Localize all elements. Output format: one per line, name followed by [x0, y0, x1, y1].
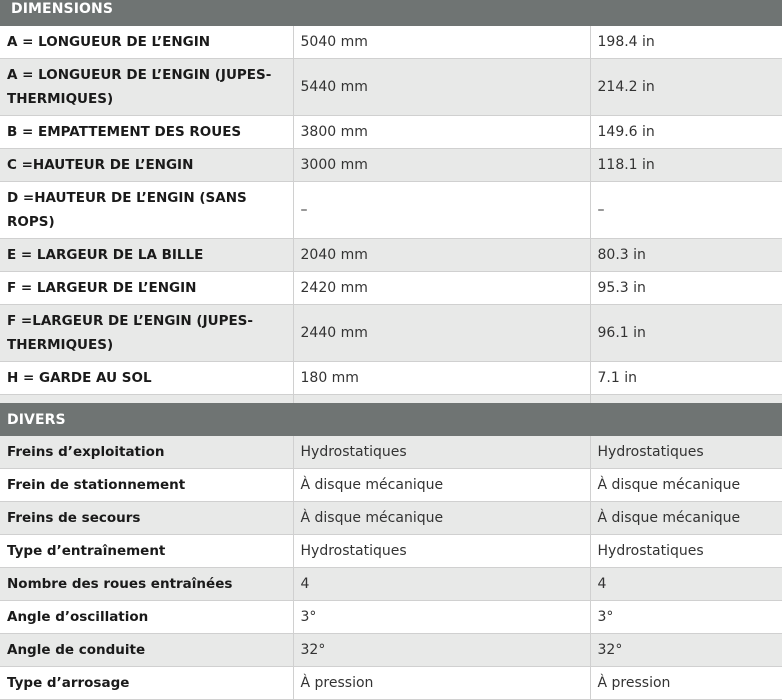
metric-value: 3° [293, 601, 590, 634]
imperial-value: 95.3 in [590, 272, 782, 305]
section-title: DIMENSIONS [0, 0, 782, 26]
imperial-value: – [590, 182, 782, 239]
imperial-value: 214.2 in [590, 59, 782, 116]
table-row [0, 601, 782, 634]
row-label: Angle d’oscillation [0, 601, 293, 634]
metric-value: À disque mécanique [293, 502, 590, 535]
metric-value: 3800 mm [293, 116, 590, 149]
table-row [0, 362, 782, 395]
metric-value: 2440 mm [293, 305, 590, 362]
row-label: Type d’entraînement [0, 535, 293, 568]
row-label: F =LARGEUR DE L’ENGIN (JUPES-THERMIQUES) [0, 305, 293, 362]
row-label: B = EMPATTEMENT DES ROUES [0, 116, 293, 149]
row-label: Type d’arrosage [0, 667, 293, 700]
table-row [0, 634, 782, 667]
metric-value: À pression [293, 667, 590, 700]
imperial-value: 7.1 in [590, 362, 782, 395]
row-label: Freins de secours [0, 502, 293, 535]
imperial-value: 4 [590, 568, 782, 601]
table-row [0, 436, 782, 469]
table-row [0, 667, 782, 700]
spacer-cell [293, 395, 590, 404]
row-label: Frein de stationnement [0, 469, 293, 502]
table-row [0, 272, 782, 305]
metric-value: 3000 mm [293, 149, 590, 182]
row-label: E = LARGEUR DE LA BILLE [0, 239, 293, 272]
table-row [0, 239, 782, 272]
table-row [0, 182, 782, 239]
metric-value: 180 mm [293, 362, 590, 395]
row-label: H = GARDE AU SOL [0, 362, 293, 395]
row-label: F = LARGEUR DE L’ENGIN [0, 272, 293, 305]
metric-value: À disque mécanique [293, 469, 590, 502]
row-label: Nombre des roues entraînées [0, 568, 293, 601]
metric-value: 4 [293, 568, 590, 601]
metric-value: 2420 mm [293, 272, 590, 305]
table-row [0, 116, 782, 149]
imperial-value: 118.1 in [590, 149, 782, 182]
imperial-value: 32° [590, 634, 782, 667]
metric-value: Hydrostatiques [293, 436, 590, 469]
row-label: Angle de conduite [0, 634, 293, 667]
spacer-row [0, 395, 782, 404]
metric-value: 5040 mm [293, 26, 590, 59]
section-header-divers [0, 403, 782, 436]
imperial-value: 80.3 in [590, 239, 782, 272]
row-label: D =HAUTEUR DE L’ENGIN (SANS ROPS) [0, 182, 293, 239]
spacer-cell [0, 395, 293, 404]
metric-value: – [293, 182, 590, 239]
table-row [0, 149, 782, 182]
table-row [0, 535, 782, 568]
imperial-value: À pression [590, 667, 782, 700]
metric-value: 32° [293, 634, 590, 667]
metric-value: Hydrostatiques [293, 535, 590, 568]
imperial-value: À disque mécanique [590, 469, 782, 502]
row-label: A = LONGUEUR DE L’ENGIN (JUPES-THERMIQUES) [0, 59, 293, 116]
imperial-value: Hydrostatiques [590, 535, 782, 568]
row-label: C =HAUTEUR DE L’ENGIN [0, 149, 293, 182]
table-row [0, 59, 782, 116]
imperial-value: 198.4 in [590, 26, 782, 59]
imperial-value: 96.1 in [590, 305, 782, 362]
imperial-value: À disque mécanique [590, 502, 782, 535]
row-label: A = LONGUEUR DE L’ENGIN [0, 26, 293, 59]
table-row [0, 502, 782, 535]
row-label: Freins d’exploitation [0, 436, 293, 469]
section-title: DIVERS [0, 403, 782, 436]
table-row [0, 305, 782, 362]
table-row [0, 568, 782, 601]
imperial-value: 3° [590, 601, 782, 634]
imperial-value: 149.6 in [590, 116, 782, 149]
metric-value: 5440 mm [293, 59, 590, 116]
table-row [0, 469, 782, 502]
section-header-dimensions [0, 0, 782, 26]
table-row [0, 26, 782, 59]
imperial-value: Hydrostatiques [590, 436, 782, 469]
spacer-cell [590, 395, 782, 404]
metric-value: 2040 mm [293, 239, 590, 272]
